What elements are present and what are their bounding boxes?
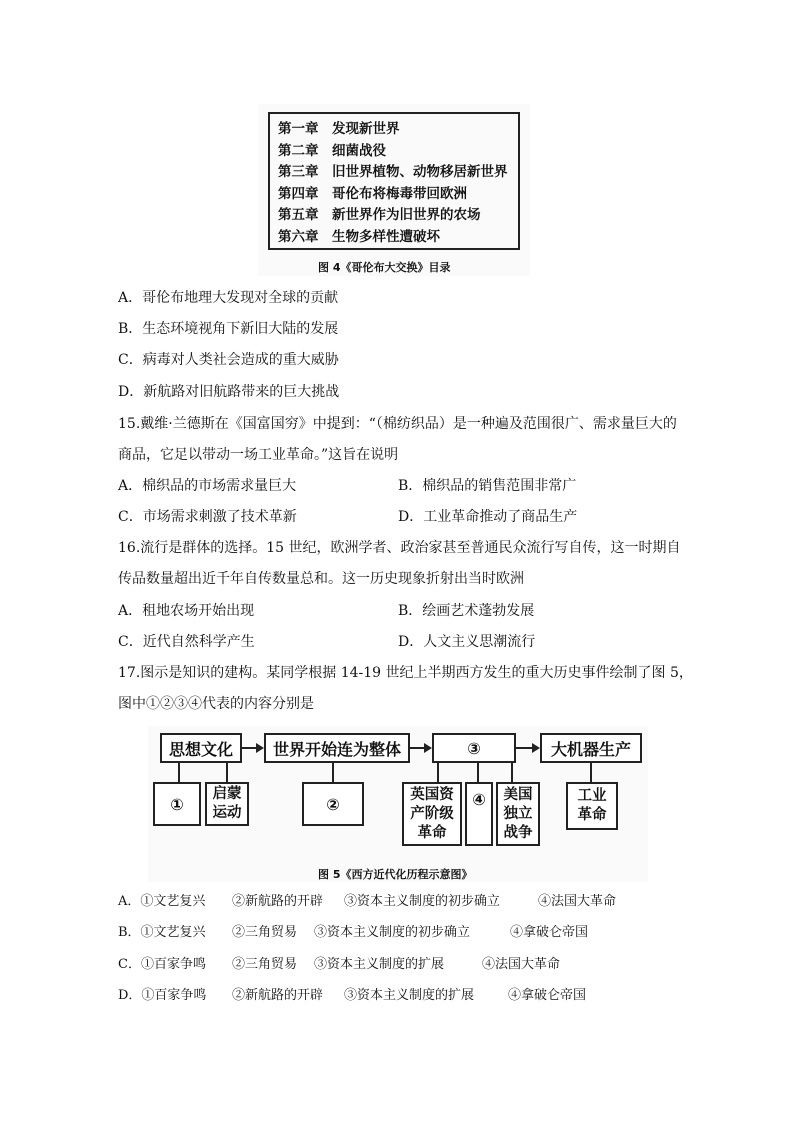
q15-stem-line1: 15.戴维·兰德斯在《国富国穷》中提到：“（棉纺织品）是一种遍及范围很广、需求量巨大的 [118, 416, 677, 432]
q17-option-b [118, 923, 588, 943]
option-label: A．①文艺复兴 [118, 894, 206, 909]
q14-option-d: D．新航路对旧航路带来的巨大挑战 [118, 384, 340, 400]
diagram-circle-four [465, 782, 493, 846]
toc-row [278, 184, 518, 206]
q16-stem-line2: 传品数量超出近千年自传数量总和。这一历史现象折射出当时欧洲 [118, 571, 524, 587]
connector-line [477, 763, 479, 782]
q16-option-b: B．绘画艺术蓬勃发展 [398, 603, 535, 619]
q15-option-a: A．棉织品的市场需求量巨大 [118, 478, 297, 494]
diagram-enlightenment [205, 782, 249, 826]
toc-chapter-number: 第三章 [278, 164, 319, 180]
enlightenment-line1: 启蒙 [212, 786, 242, 802]
connector-line [226, 763, 228, 782]
toc-chapter-number: 第二章 [278, 142, 319, 159]
option-item-four: ④法国大革命 [482, 957, 561, 972]
option-item-two: ②三角贸易 [232, 957, 298, 972]
connector-line [590, 763, 592, 782]
option-item-four: ④法国大革命 [538, 894, 617, 909]
us-line2: 独立 [503, 805, 533, 822]
toc-row [278, 227, 518, 249]
option-item-three: ③资本主义制度的初步确立 [344, 894, 501, 909]
connector-line [332, 763, 334, 782]
option-item-three: ③资本主义制度的初步确立 [314, 925, 471, 940]
diagram-us-independence [496, 782, 540, 846]
british-line3: 革命 [417, 824, 447, 841]
diagram-box-machine-production: 大机器生产 [540, 733, 642, 763]
q14-option-a: A．哥伦布地理大发现对全球的贡献 [118, 290, 339, 306]
diagram-industrial-revolution [566, 782, 618, 830]
option-item-two: ②三角贸易 [232, 925, 298, 940]
q17-option-c [118, 955, 560, 975]
diagram-circle-one [153, 782, 201, 826]
option-item-three: ③资本主义制度的扩展 [344, 988, 475, 1003]
q16-option-c: C．近代自然科学产生 [118, 634, 255, 650]
toc-chapter-title: 旧世界植物、动物移居新世界 [332, 164, 508, 180]
toc-chapter-number: 第六章 [278, 228, 319, 245]
q15-option-c: C．市场需求刺激了技术革新 [118, 509, 297, 525]
option-item-two: ②新航路的开辟 [232, 894, 324, 909]
connector-line [178, 763, 180, 782]
us-line1: 美国 [503, 786, 533, 803]
diagram-arrows [240, 738, 546, 758]
toc-chapter-title: 生物多样性遭破坏 [332, 228, 440, 245]
connector-line [437, 763, 439, 782]
q17-stem-line2: 图中①②③④代表的内容分别是 [118, 696, 314, 712]
toc-row [278, 205, 518, 227]
british-line1: 英国资 [410, 786, 454, 803]
option-item-four: ④拿破仑帝国 [510, 925, 589, 940]
q17-option-d [118, 986, 586, 1006]
option-label: C．①百家争鸣 [118, 957, 206, 972]
british-line2: 产阶级 [410, 805, 454, 822]
industrial-line2: 革命 [577, 807, 607, 823]
figure4-toc-box [268, 112, 520, 250]
toc-chapter-title: 细菌战役 [332, 142, 386, 159]
diagram-british-revolution [402, 782, 462, 846]
q16-option-d: D．人文主义思潮流行 [398, 634, 536, 650]
enlightenment-line2: 运动 [212, 805, 242, 821]
q15-stem-line2: 商品，它足以带动一场工业革命。”这旨在说明 [118, 447, 399, 463]
diagram-box-thought-culture: 思想文化 [160, 733, 242, 763]
industrial-line1: 工业 [577, 788, 607, 804]
toc-chapter-number: 第四章 [278, 185, 319, 202]
q16-option-a: A．租地农场开始出现 [118, 603, 255, 619]
diagram-circle-two [302, 782, 364, 826]
toc-row [278, 119, 518, 141]
toc-chapter-title: 发现新世界 [332, 121, 400, 137]
q14-option-b: B．生态环境视角下新旧大陆的发展 [118, 321, 339, 337]
toc-row [278, 162, 518, 184]
toc-chapter-number: 第五章 [278, 207, 319, 223]
q17-option-a [118, 892, 616, 912]
toc-chapter-title: 新世界作为旧世界的农场 [332, 207, 481, 223]
option-item-two: ②新航路的开辟 [232, 988, 324, 1003]
figure5-caption: 图 5《西方近代化历程示意图》 [318, 868, 473, 881]
circle-two-label: ② [326, 794, 340, 814]
option-label: D．①百家争鸣 [118, 988, 207, 1003]
q15-option-d: D．工业革命推动了商品生产 [398, 509, 578, 525]
connector-line [511, 763, 513, 782]
option-label: B．①文艺复兴 [118, 925, 206, 940]
toc-row [278, 141, 518, 163]
q14-option-c: C．病毒对人类社会造成的重大威胁 [118, 352, 339, 368]
diagram-box-three: ③ [432, 733, 516, 763]
circle-one-label: ① [170, 794, 184, 814]
q16-stem-line1: 16.流行是群体的选择。15 世纪，欧洲学者、政治家甚至普通民众流行写自传，这一时期自 [118, 540, 681, 556]
diagram-box-world-integration: 世界开始连为整体 [264, 733, 410, 763]
toc-chapter-number: 第一章 [278, 121, 319, 137]
q15-option-b: B．棉织品的销售范围非常广 [398, 478, 577, 494]
toc-chapter-title: 哥伦布将梅毒带回欧洲 [332, 185, 467, 202]
figure4-caption: 图 4《哥伦布大交换》目录 [318, 261, 451, 274]
q17-stem-line1: 17.图示是知识的建构。某同学根据 14-19 世纪上半期西方发生的重大历史事件绘制了图 5， [118, 665, 693, 681]
circle-four-label: ④ [472, 790, 486, 809]
us-line3: 战争 [503, 824, 533, 841]
option-item-four: ④拿破仑帝国 [508, 988, 587, 1003]
option-item-three: ③资本主义制度的扩展 [314, 957, 445, 972]
